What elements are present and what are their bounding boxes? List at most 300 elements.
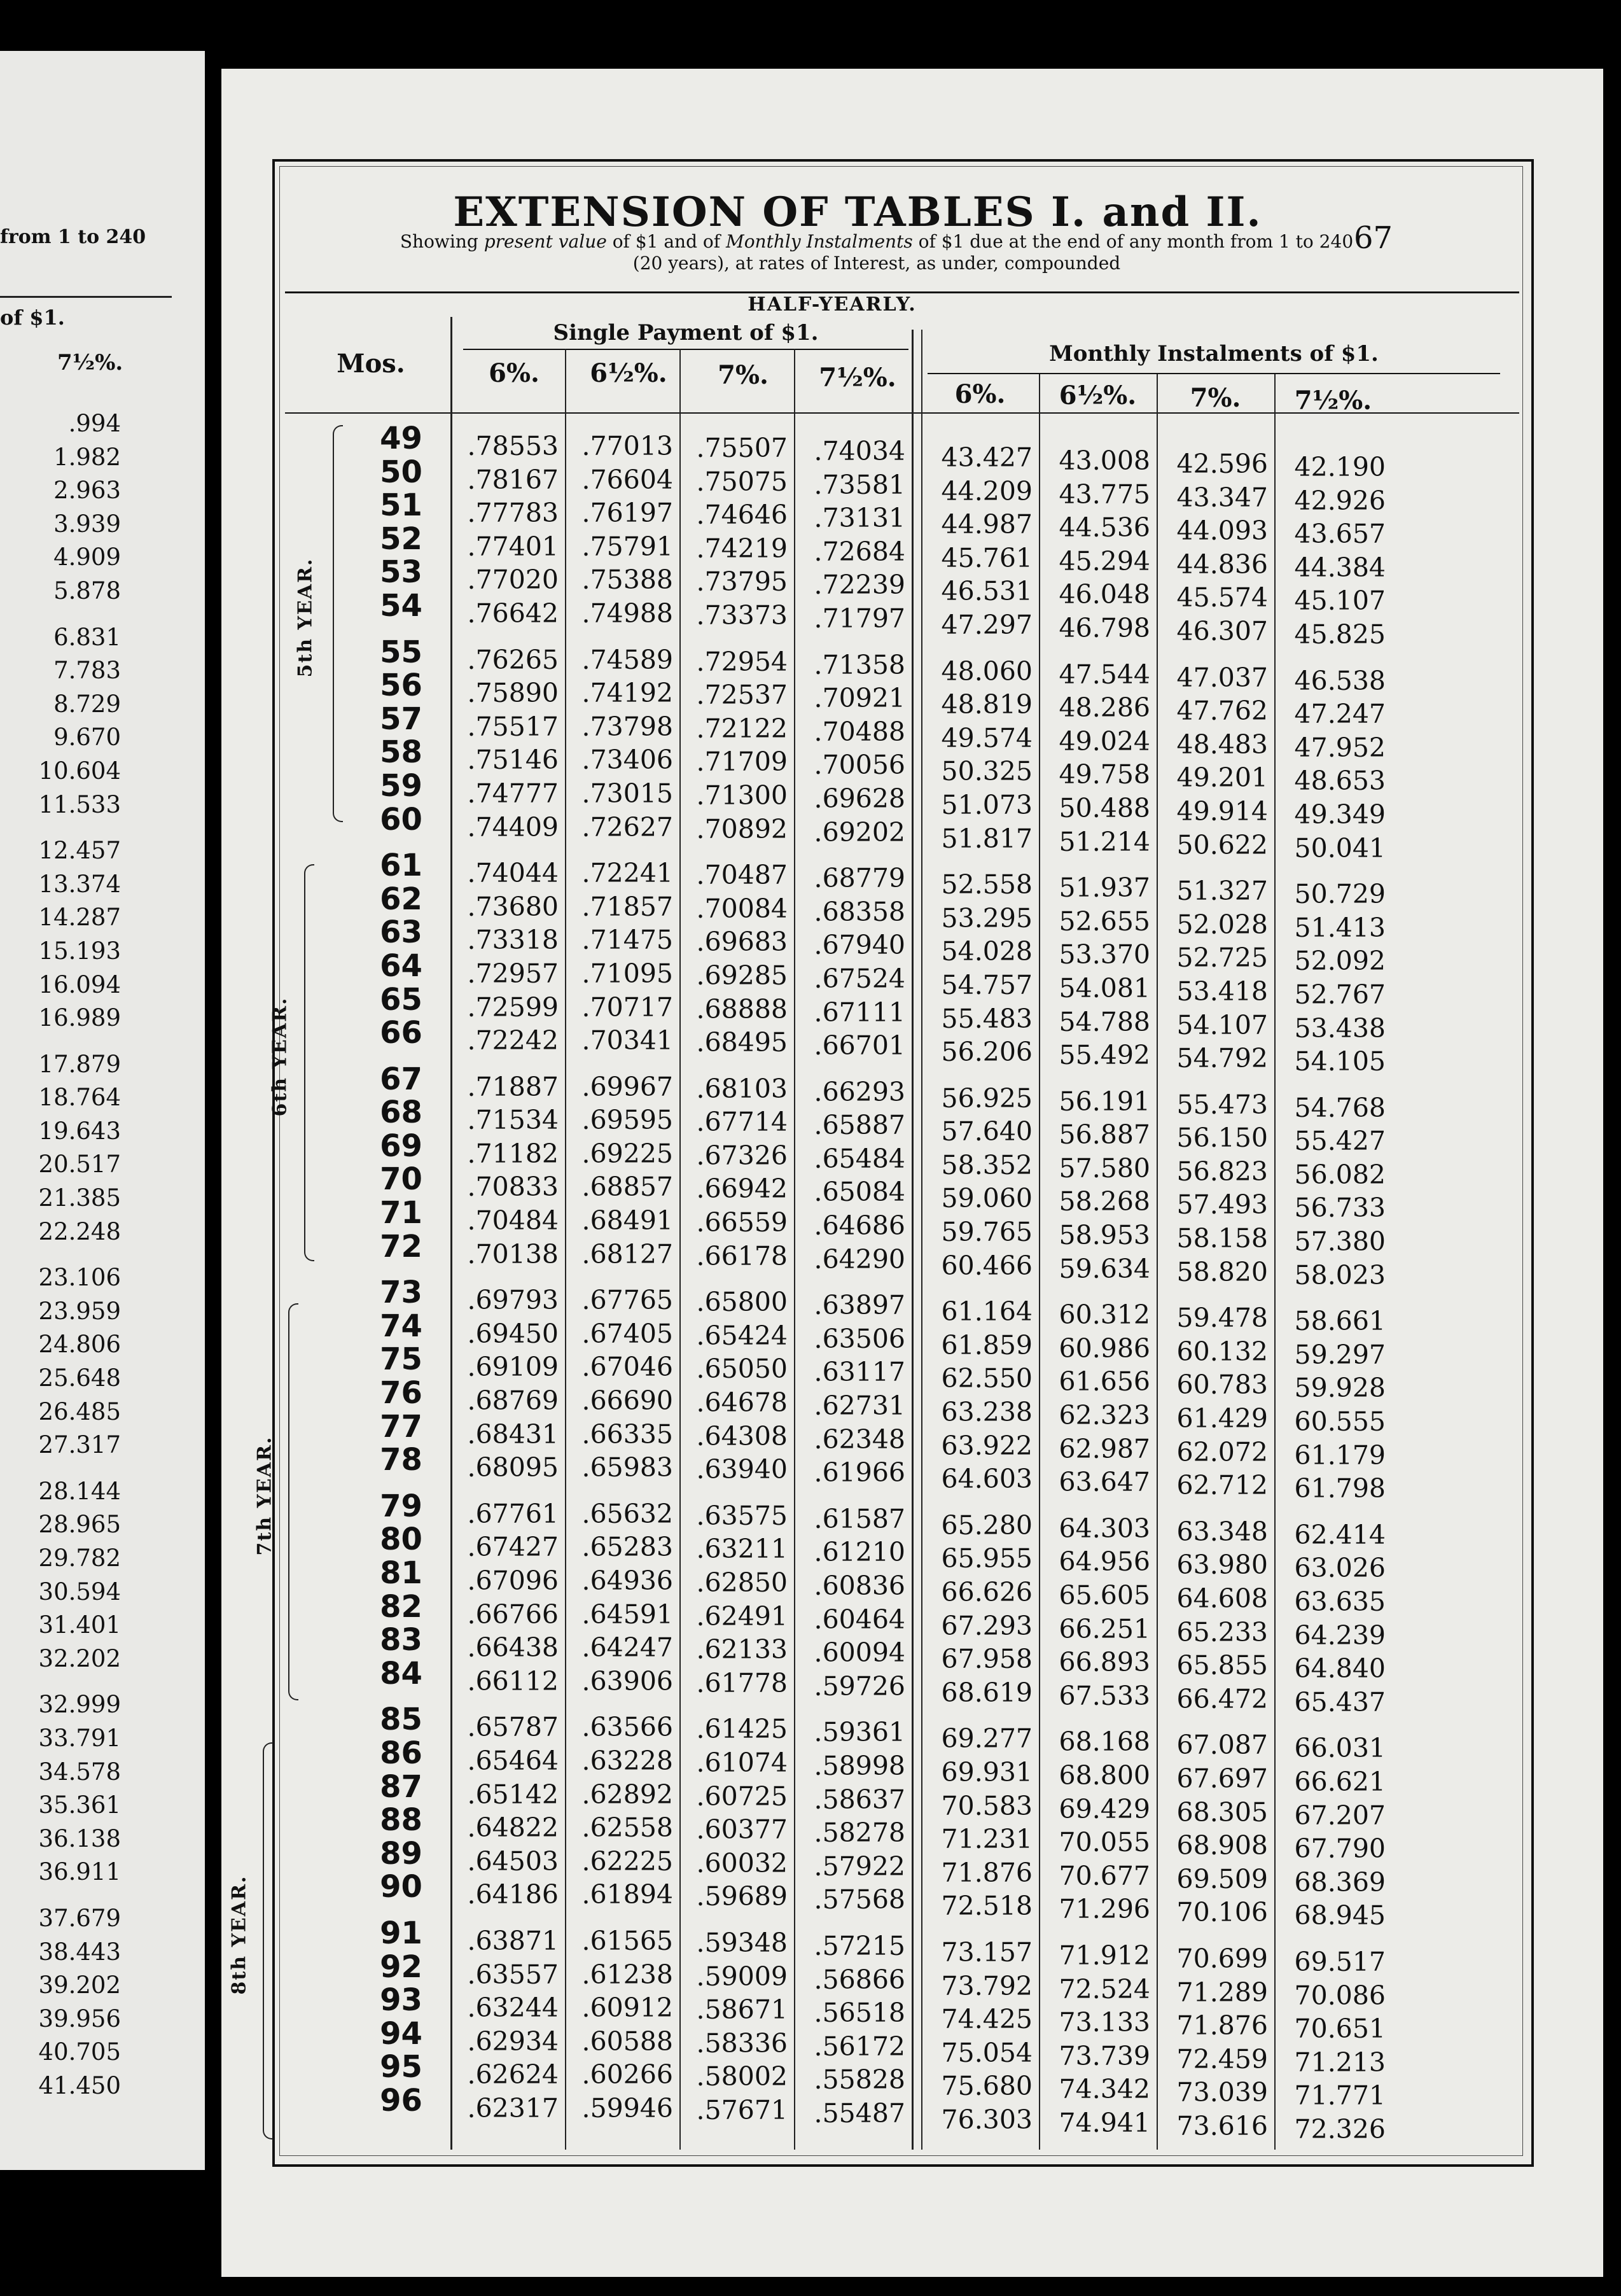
single-payment-6-5pct-column-cell: .60588 [581,2026,673,2057]
monthly-instalments-6pct-column-cell: 69.931 [941,1756,1033,1788]
months-column-cell: 69 [380,1128,422,1164]
single-payment-7-5pct-column-cell: .67111 [814,997,905,1028]
single-payment-7pct-column-cell: .70487 [696,860,788,891]
monthly-instalments-6-5pct-column-cell: 47.544 [1059,659,1150,690]
monthly-instalments-7pct-column-cell: 44.093 [1176,515,1268,547]
column-header-rule [285,412,1519,414]
months-column-cell: 60 [380,801,422,837]
single-payment-6pct-column-cell: .74044 [467,858,559,889]
single-payment-6-5pct-column-cell: .69967 [581,1071,673,1102]
monthly-instalments-7pct-column-cell: 63.980 [1176,1550,1268,1581]
single-payment-6-5pct-column-cell: .68857 [581,1172,673,1203]
monthly-instalments-6pct-column-cell: 47.297 [941,609,1033,640]
months-column-cell: 92 [380,1949,422,1985]
monthly-instalments-7pct-column-cell: 65.233 [1176,1616,1268,1648]
single-payment-7-5pct-column-cell: .71358 [814,649,905,680]
monthly-instalments-7-5pct-column-cell: 58.661 [1294,1306,1386,1337]
monthly-instalments-7pct-column-cell: 67.697 [1176,1763,1268,1794]
monthly-instalments-6pct-column-cell: 76.303 [941,2104,1033,2135]
single-payment-7pct-column-cell: .60725 [696,1781,788,1812]
single-payment-7pct-column-cell: .64678 [696,1387,788,1418]
single-payment-7pct-column-cell: .57671 [696,2094,788,2125]
monthly-instalments-6pct-column-cell: 74.425 [941,2004,1033,2035]
monthly-instalments-6pct-column-cell: 69.277 [941,1723,1033,1754]
previous-page-value-cell: 1.982 [53,443,121,471]
previous-page-value-cell: 31.401 [38,1611,121,1639]
previous-page-value-cell: 3.939 [53,510,121,538]
single-payment-6-5pct-column-cell: .61565 [581,1925,673,1956]
single-payment-7pct-column-cell: .68103 [696,1073,788,1104]
monthly-instalments-6-5pct-column-cell: 54.081 [1059,972,1150,1004]
monthly-instalments-7-5pct-column-cell: 62.414 [1294,1519,1386,1550]
previous-page-value-cell: 9.670 [53,724,121,752]
single-header-rule [463,349,908,350]
single-payment-6-5pct-column-cell: .70717 [581,991,673,1023]
single-payment-7-5pct-column [797,435,905,2131]
single-payment-7pct-column-cell: .58671 [696,1994,788,2026]
single-payment-7pct-column-cell: .74646 [696,500,788,531]
single-payment-7pct-column [683,431,788,2127]
monthly-header-rule [928,373,1500,374]
single-payment-6pct-column-cell: .66112 [467,1665,559,1697]
monthly-instalments-6-5pct-column-cell: 66.893 [1059,1647,1150,1678]
single-col-rule-1 [565,349,566,2150]
single-payment-6-5pct-column-cell: .73798 [581,711,673,742]
monthly-instalments-7pct-column-cell: 42.596 [1176,449,1268,479]
single-payment-7-5pct-column-cell: .71797 [814,603,905,634]
single-payment-7-5pct-column-cell: .58278 [814,1817,905,1849]
monthly-7-5pct-header: 7½%. [1294,386,1372,416]
monthly-instalments-6-5pct-column-cell: 65.605 [1059,1580,1150,1611]
monthly-instalments-7pct-column-cell: 72.459 [1176,2043,1268,2075]
single-payment-6-5pct-column-cell: .60912 [581,1992,673,2024]
monthly-instalments-6pct-column-cell: 59.060 [941,1183,1033,1214]
monthly-instalments-6-5pct-column-cell: 74.941 [1059,2107,1150,2138]
single-payment-6-5pct-column-cell: .67765 [581,1285,673,1316]
single-payment-7-5pct-column-cell: .62731 [814,1390,905,1422]
subtitle-part1: Showing [400,231,484,252]
single-payment-7pct-column-cell: .66942 [696,1173,788,1205]
single-payment-7-5pct-column-cell: .63117 [814,1357,905,1388]
single-payment-6-5pct-column-cell: .65283 [581,1532,673,1563]
single-payment-6pct-column-cell: .72242 [467,1025,559,1056]
single-payment-6pct-column-cell: .65464 [467,1745,559,1776]
monthly-instalments-6pct-column-cell: 73.792 [941,1970,1033,2001]
single-payment-6-5pct-column-cell: .68491 [581,1205,673,1236]
monthly-instalments-7-5pct-column-cell: 68.369 [1294,1866,1386,1898]
monthly-instalments-7pct-column-cell: 73.616 [1176,2110,1268,2141]
monthly-instalments-6pct-column-cell: 68.619 [941,1677,1033,1708]
monthly-instalments-7pct-column-cell: 43.347 [1176,482,1268,513]
single-payment-7-5pct-column-cell: .57922 [814,1851,905,1882]
monthly-instalments-7pct-column-cell: 52.725 [1176,942,1268,974]
months-column-rule [450,317,452,2150]
single-payment-6-5pct-column-cell: .65983 [581,1452,673,1483]
months-column-cell: 89 [380,1835,422,1872]
previous-page-value-cell: 27.317 [38,1431,121,1459]
previous-page-header-fragment: from 1 to 240 [0,226,146,248]
months-column-cell: 76 [380,1375,422,1411]
single-payment-6-5pct-column-cell: .74988 [581,598,673,629]
monthly-instalments-6pct-column-cell: 54.757 [941,969,1033,1000]
monthly-instalments-7pct-column-cell: 62.712 [1176,1470,1268,1501]
single-payment-7-5pct-column-cell: .56518 [814,1998,905,2029]
single-payment-6pct-column-cell: .69793 [467,1285,559,1316]
single-payment-6pct-column-cell: .62317 [467,2092,559,2124]
year-5-brace [333,425,343,822]
single-payment-6-5pct-column-cell: .59946 [581,2092,673,2124]
single-payment-6pct-column-cell: .64822 [467,1812,559,1844]
previous-page-value-cell: 23.959 [38,1297,121,1325]
single-payment-6-5pct-column-cell: .76197 [581,498,673,529]
monthly-instalments-7pct-column-cell: 68.305 [1176,1796,1268,1828]
single-payment-7pct-column-cell: .59689 [696,1881,788,1912]
previous-page-value-cell: 24.806 [38,1331,121,1359]
year-7-label: 7th YEAR. [253,1436,276,1556]
monthly-instalments-6pct-column-cell: 75.680 [941,2071,1033,2102]
monthly-instalments-7-5pct-column-cell: 72.326 [1294,2113,1386,2145]
months-column-cell: 71 [380,1195,422,1231]
single-payment-7-5pct-column-cell: .65084 [814,1177,905,1208]
single-payment-6pct-column-cell: .73318 [467,925,559,956]
single-payment-6pct-column-cell: .63244 [467,1992,559,2024]
monthly-instalments-6-5pct-column-cell: 56.191 [1059,1086,1150,1117]
monthly-instalments-6pct-column-cell: 61.859 [941,1329,1033,1361]
monthly-6pct-header: 6%. [954,379,1006,409]
single-payment-6-5pct-column-cell: .73406 [581,745,673,776]
year-5-label: 5th YEAR. [294,557,317,678]
monthly-instalments-6-5pct-column-cell: 61.656 [1059,1366,1150,1397]
subtitle-line2: (20 years), at rates of Interest, as under, compounded [632,253,1121,274]
months-column-cell: 61 [380,848,422,884]
previous-page-fragment [0,51,205,2170]
single-payment-6-5pct-column-cell: .62558 [581,1812,673,1844]
monthly-instalments-7pct-column-cell: 65.855 [1176,1650,1268,1681]
year-8-label: 8th YEAR. [228,1875,251,1995]
monthly-instalments-7-5pct-column-cell: 56.082 [1294,1159,1386,1190]
months-column-cell: 52 [380,521,422,557]
single-payment-6pct-column-cell: .67427 [467,1532,559,1563]
previous-page-value-cell: 5.878 [53,577,121,605]
monthly-instalments-7-5pct-column-cell: 54.105 [1294,1046,1386,1077]
single-payment-6-5pct-column-cell: .76604 [581,464,673,495]
single-payment-6-5pct-column-cell: .64936 [581,1565,673,1596]
months-column-cell: 63 [380,914,422,951]
monthly-instalments-7pct-column-cell: 48.483 [1176,729,1268,760]
single-payment-7pct-column-cell: .63575 [696,1500,788,1531]
months-column-cell: 94 [380,2015,422,2052]
monthly-instalments-6-5pct-column-cell: 49.024 [1059,725,1150,757]
months-column-cell: 95 [380,2049,422,2085]
previous-page-value-cell: 15.193 [38,937,121,965]
monthly-instalments-6-5pct-column-cell: 51.214 [1059,826,1150,857]
monthly-instalments-6-5pct-column-cell: 46.798 [1059,612,1150,643]
monthly-7pct-header: 7%. [1190,383,1241,413]
single-payment-7-5pct-column-cell: .70488 [814,716,905,747]
monthly-instalments-6-5pct-column-cell: 71.296 [1059,1894,1150,1925]
monthly-instalments-6pct-column-cell: 51.817 [941,823,1033,854]
single-payment-6-5pct-column-cell: .72627 [581,811,673,843]
months-column-cell: 49 [380,421,422,456]
monthly-instalments-7-5pct-column-cell: 43.657 [1294,519,1386,550]
previous-page-value-cell: 38.443 [38,1938,121,1966]
months-column-cell: 77 [380,1408,422,1445]
monthly-instalments-6-5pct-column-cell: 70.677 [1059,1860,1150,1891]
monthly-instalments-7pct-column-cell: 63.348 [1176,1516,1268,1547]
single-payment-6pct-column-cell: .69450 [467,1318,559,1349]
monthly-instalments-6-5pct-column-cell: 73.133 [1059,2007,1150,2038]
single-6pct-header: 6%. [489,358,539,388]
single-payment-7pct-column-cell: .67326 [696,1140,788,1171]
year-6-brace [304,864,314,1261]
months-column [355,422,447,2118]
monthly-instalments-7pct-column-cell: 53.418 [1176,976,1268,1007]
single-payment-6pct-column-cell: .75146 [467,745,559,776]
single-payment-7pct-column-cell: .61074 [696,1747,788,1778]
single-payment-7pct-column-cell: .72954 [696,646,788,677]
previous-page-value-cell: 22.248 [38,1217,121,1245]
single-payment-7pct-column-cell: .72537 [696,680,788,711]
subtitle-emphasis-monthly-instalments: Monthly Instalments [726,231,913,252]
single-payment-6-5pct-column-cell: .63228 [581,1745,673,1776]
single-payment-6-5pct-column-cell: .71095 [581,958,673,989]
monthly-instalments-7-5pct-column-cell: 57.380 [1294,1226,1386,1257]
page-title: EXTENSION OF TABLES I. and II. [453,188,1262,236]
previous-page-value-cell: .994 [68,410,121,437]
single-payment-7-5pct-column-cell: .73131 [814,503,905,534]
single-payment-6pct-column-cell: .62624 [467,2059,559,2090]
months-column-cell: 72 [380,1228,422,1264]
single-payment-7pct-column-cell: .66559 [696,1207,788,1238]
monthly-instalments-7pct-column-cell: 71.876 [1176,2010,1268,2041]
single-col-rule-3 [794,349,795,2150]
subtitle-part3: of $1 due at the end of any month from 1 to 240 [912,231,1354,252]
single-payment-7-5pct-column-cell: .62348 [814,1424,905,1455]
monthly-instalments-6pct-column-cell: 65.280 [941,1509,1033,1541]
monthly-instalments-6-5pct-column-cell: 66.251 [1059,1613,1150,1644]
previous-page-value-cell: 28.965 [38,1511,121,1539]
single-payment-7-5pct-column-cell: .55828 [814,2064,905,2096]
monthly-instalments-7-5pct-column-cell: 52.092 [1294,946,1386,977]
single-payment-7-5pct-column-cell: .61210 [814,1537,905,1568]
monthly-instalments-6-5pct-column-cell: 64.303 [1059,1513,1150,1544]
monthly-instalments-7-5pct-column [1277,451,1386,2146]
monthly-instalments-6pct-column-cell: 54.028 [941,936,1033,967]
previous-page-value-cell: 40.705 [38,2038,121,2066]
monthly-instalments-7-5pct-column-cell: 60.555 [1294,1406,1386,1438]
monthly-instalments-7pct-column-cell: 47.037 [1176,662,1268,693]
single-payment-7pct-column-cell: .61778 [696,1667,788,1698]
monthly-instalments-7pct-column-cell: 58.820 [1176,1256,1268,1287]
single-payment-7-5pct-column-cell: .74034 [814,436,905,466]
single-payment-6-5pct-column-cell: .69595 [581,1105,673,1136]
months-column-cell: 56 [380,668,422,704]
monthly-instalments-7-5pct-column-cell: 61.179 [1294,1439,1386,1471]
single-payment-6-5pct-column-cell: .74589 [581,644,673,675]
previous-page-value-cell: 39.956 [38,2005,121,2033]
previous-page-value-cell: 10.604 [38,757,121,785]
single-payment-6pct-column-cell: .78553 [467,431,559,461]
monthly-instalments-6-5pct-column-cell: 73.739 [1059,2040,1150,2071]
monthly-instalments-6pct-column-cell: 70.583 [941,1790,1033,1821]
single-payment-7pct-column-cell: .60377 [696,1814,788,1845]
monthly-instalments-6pct-column [924,441,1033,2137]
monthly-instalments-6pct-column-cell: 60.466 [941,1250,1033,1281]
single-payment-6-5pct-column-cell: .69225 [581,1138,673,1169]
monthly-instalments-7-5pct-column-cell: 68.945 [1294,1900,1386,1931]
previous-page-value-cell: 23.106 [38,1264,121,1292]
page-subtitle [304,231,1449,274]
monthly-instalments-6-5pct-column-cell: 45.294 [1059,545,1150,577]
single-payment-6pct-column-cell: .67761 [467,1498,559,1529]
monthly-instalments-6pct-column-cell: 64.603 [941,1464,1033,1495]
single-payment-7pct-column-cell: .75075 [696,466,788,497]
single-payment-7-5pct-column-cell: .60836 [814,1571,905,1601]
previous-page-value-cell: 16.989 [38,1004,121,1032]
single-payment-7pct-column-cell: .74219 [696,533,788,564]
single-payment-7-5pct-column-cell: .60464 [814,1604,905,1635]
monthly-instalments-7-5pct-column-cell: 67.207 [1294,1800,1386,1831]
monthly-instalments-6-5pct-column-cell: 46.048 [1059,579,1150,610]
single-payment-6pct-column-cell: .68431 [467,1418,559,1450]
monthly-instalments-6pct-column-cell: 63.238 [941,1397,1033,1428]
single-payment-6-5pct-column-cell: .67046 [581,1352,673,1383]
single-payment-6-5pct-column-cell: .73015 [581,778,673,809]
months-column-cell: 81 [380,1555,422,1591]
monthly-instalments-6-5pct-column-cell: 59.634 [1059,1253,1150,1284]
single-payment-7-5pct-column-cell: .57568 [814,1884,905,1915]
single-payment-7-5pct-column-cell: .66701 [814,1030,905,1061]
monthly-instalments-7pct-column-cell: 70.106 [1176,1897,1268,1928]
single-payment-6pct-column-cell: .78167 [467,464,559,495]
months-column-cell: 73 [380,1275,422,1311]
monthly-instalments-6pct-column-cell: 46.531 [941,576,1033,607]
previous-page-value-cell: 21.385 [38,1184,121,1212]
single-payment-7pct-column-cell: .75507 [696,433,788,463]
single-payment-6pct-column-cell: .77783 [467,498,559,529]
monthly-instalments-6pct-column-cell: 51.073 [941,789,1033,820]
months-column-cell: 70 [380,1161,422,1198]
monthly-instalments-6-5pct-column-cell: 43.775 [1059,479,1150,510]
monthly-instalments-6pct-column-cell: 43.427 [941,442,1033,473]
monthly-instalments-6-5pct-column-cell: 71.912 [1059,1940,1150,1971]
monthly-instalments-7pct-column-cell: 61.429 [1176,1403,1268,1434]
monthly-instalments-6pct-column-cell: 49.574 [941,722,1033,753]
monthly-instalments-7pct-column-cell: 56.150 [1176,1123,1268,1154]
single-6-5pct-header: 6½%. [590,358,667,388]
single-payment-6-5pct-column-cell: .71475 [581,925,673,956]
months-column-cell: 51 [380,487,422,524]
monthly-instalments-6-5pct-column-cell: 68.800 [1059,1760,1150,1791]
monthly-instalments-7-5pct-column-cell: 59.928 [1294,1373,1386,1404]
single-payment-6pct-column-cell: .63871 [467,1925,559,1956]
single-payment-6pct-column-cell: .76265 [467,644,559,675]
months-column-header: Mos. [337,349,405,379]
monthly-instalments-7-5pct-column-cell: 71.213 [1294,2047,1386,2078]
single-payment-6-5pct-column-cell: .74192 [581,678,673,709]
previous-page-value-cell: 36.911 [38,1858,121,1886]
single-payment-6-5pct-column-cell: .64591 [581,1599,673,1630]
monthly-instalments-7pct-column-cell: 66.472 [1176,1683,1268,1714]
monthly-instalments-6pct-column-cell: 58.352 [941,1149,1033,1180]
months-column-cell: 90 [380,1869,422,1905]
previous-page-value-cell: 37.679 [38,1904,121,1932]
monthly-instalments-6-5pct-column-cell: 64.956 [1059,1546,1150,1578]
monthly-instalments-6-5pct-column-cell: 69.429 [1059,1793,1150,1824]
monthly-instalments-7-5pct-column-cell: 48.653 [1294,766,1386,797]
monthly-instalments-6-5pct-column-cell: 74.342 [1059,2074,1150,2105]
previous-page-value-cell: 12.457 [38,837,121,865]
monthly-instalments-7pct-column-cell: 55.473 [1176,1089,1268,1120]
months-column-cell: 65 [380,981,422,1018]
single-payment-7-5pct-column-cell: .70056 [814,750,905,781]
monthly-instalments-6-5pct-column-cell: 51.937 [1059,872,1150,904]
single-payment-7-5pct-column-cell: .63897 [814,1290,905,1321]
monthly-instalments-7pct-column-cell: 62.072 [1176,1436,1268,1467]
group-divider-rule [912,330,914,2150]
single-payment-7pct-column-cell: .63211 [696,1534,788,1565]
previous-page-value-cell: 36.138 [38,1824,121,1852]
previous-page-value-cell: 4.909 [53,543,121,571]
previous-page-value-cell: 30.594 [38,1578,121,1606]
single-payment-6-5pct-column-cell: .61894 [581,1879,673,1910]
single-payment-7pct-column-cell: .65800 [696,1287,788,1318]
monthly-col-rule-1 [1039,374,1040,2150]
single-payment-6pct-column-cell: .68769 [467,1385,559,1417]
previous-page-value-cell: 33.791 [38,1724,121,1752]
year-7-brace [288,1303,298,1700]
monthly-instalments-7-5pct-column-cell: 64.840 [1294,1653,1386,1684]
months-column-cell: 50 [380,454,422,490]
monthly-instalments-6pct-column-cell: 57.640 [941,1116,1033,1147]
monthly-instalments-7pct-column-cell: 47.762 [1176,696,1268,727]
single-payment-6-5pct-column-cell: .68127 [581,1238,673,1270]
monthly-instalments-7pct-column-cell: 71.289 [1176,1977,1268,2008]
previous-page-value-cell: 8.729 [53,690,121,718]
page-number: 67 [1354,220,1393,256]
single-payment-7-5pct-column-cell: .69202 [814,816,905,848]
monthly-instalments-7-5pct-column-cell: 69.517 [1294,1946,1386,1977]
single-payment-7pct-column-cell: .72122 [696,713,788,744]
months-column-cell: 96 [380,2082,422,2118]
previous-page-value-cell: 14.287 [38,904,121,932]
book-page-67 [221,69,1603,2277]
monthly-instalments-7-5pct-column-cell: 59.297 [1294,1339,1386,1370]
single-payment-7pct-column-cell: .62133 [696,1634,788,1665]
monthly-instalments-7pct-column-cell: 60.132 [1176,1336,1268,1367]
single-payment-6-5pct-column-cell: .64247 [581,1632,673,1663]
monthly-instalments-7-5pct-column-cell: 64.239 [1294,1620,1386,1651]
single-payment-7pct-column-cell: .58002 [696,2061,788,2092]
monthly-instalments-7pct-column-cell: 68.908 [1176,1830,1268,1861]
single-payment-6-5pct-column-cell: .66690 [581,1385,673,1417]
single-payment-7pct-column-cell: .59009 [696,1961,788,1992]
single-payment-6pct-column-cell: .69109 [467,1352,559,1383]
previous-page-value-cell: 35.361 [38,1791,121,1819]
monthly-instalments-7-5pct-column-cell: 63.635 [1294,1586,1386,1617]
single-payment-7-5pct-column-cell: .63506 [814,1323,905,1354]
monthly-instalments-7-5pct-column-cell: 47.952 [1294,732,1386,763]
single-payment-7pct-column-cell: .70892 [696,813,788,844]
monthly-instalments-6-5pct-column-cell: 72.524 [1059,1973,1150,2005]
monthly-instalments-7-5pct-column-cell: 45.107 [1294,585,1386,617]
monthly-col-rule-2 [1157,374,1158,2150]
monthly-instalments-7-5pct-column-cell: 52.767 [1294,979,1386,1010]
months-column-cell: 88 [380,1802,422,1838]
months-column-cell: 54 [380,587,422,624]
subtitle-emphasis-present-value: present value [484,231,607,252]
single-payment-7-5pct-column-cell: .58637 [814,1784,905,1815]
